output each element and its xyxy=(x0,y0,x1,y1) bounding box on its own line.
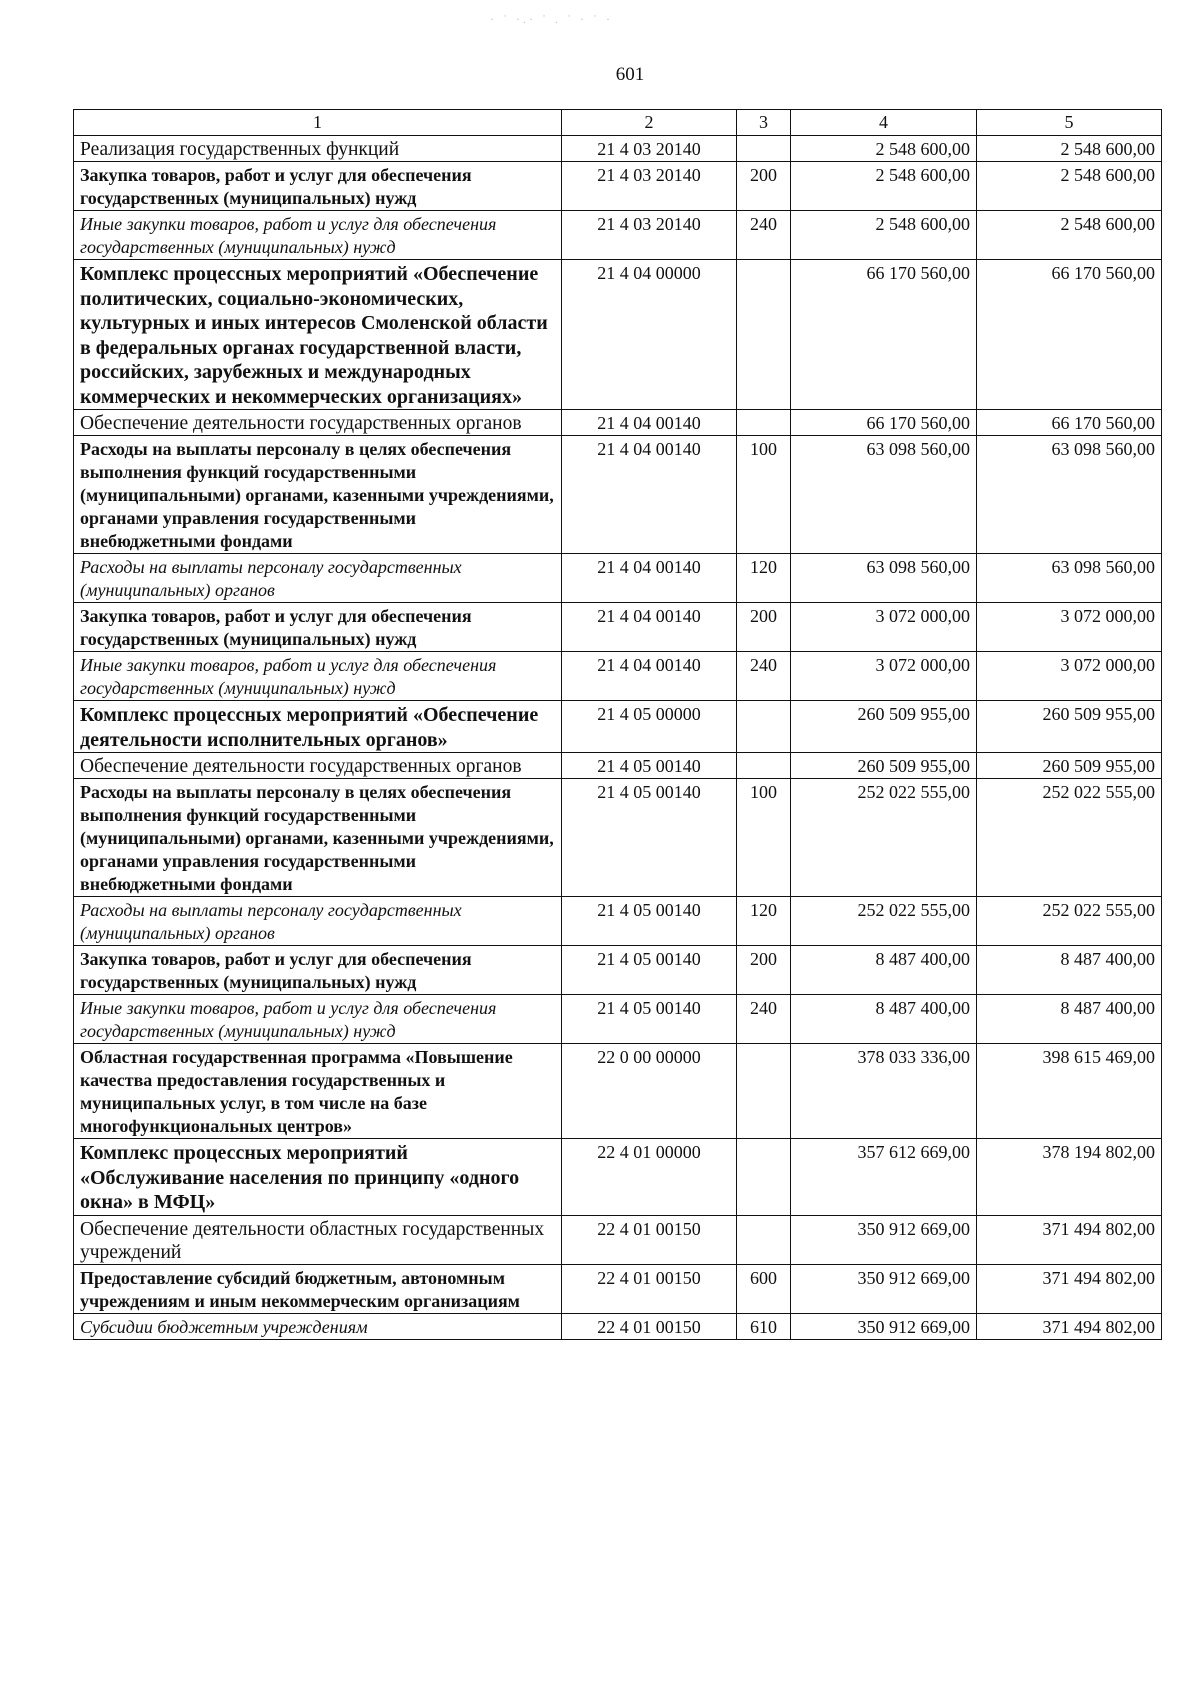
row-amount-1-cell: 252 022 555,00 xyxy=(791,779,977,897)
table-row xyxy=(74,436,1162,554)
row-amount-2-cell: 63 098 560,00 xyxy=(977,554,1162,603)
row-amount-1-cell: 63 098 560,00 xyxy=(791,436,977,554)
row-kind-cell xyxy=(737,260,791,410)
column-header-code: 2 xyxy=(562,110,737,136)
row-amount-1-cell: 350 912 669,00 xyxy=(791,1313,977,1339)
row-code-cell: 21 4 04 00000 xyxy=(562,260,737,410)
row-kind-cell: 240 xyxy=(737,652,791,701)
row-amount-1-cell: 2 548 600,00 xyxy=(791,211,977,260)
row-name-cell: Реализация государственных функций xyxy=(74,136,562,162)
table-row xyxy=(74,162,1162,211)
row-kind-cell: 120 xyxy=(737,897,791,946)
header-row xyxy=(74,110,1162,136)
row-amount-2-cell: 66 170 560,00 xyxy=(977,410,1162,436)
row-name-cell: Закупка товаров, работ и услуг для обеспечения государственных (муниципальных) нужд xyxy=(74,946,562,995)
row-amount-1-cell: 3 072 000,00 xyxy=(791,652,977,701)
row-kind-cell: 200 xyxy=(737,162,791,211)
row-name-cell: Комплекс процессных мероприятий «Обеспечение деятельности исполнительных органов» xyxy=(74,701,562,753)
row-kind-cell xyxy=(737,1215,791,1264)
row-kind-cell xyxy=(737,753,791,779)
row-name-cell: Иные закупки товаров, работ и услуг для обеспечения государственных (муниципальных) нужд xyxy=(74,995,562,1044)
table-row xyxy=(74,554,1162,603)
table-row xyxy=(74,1044,1162,1139)
row-amount-2-cell: 2 548 600,00 xyxy=(977,211,1162,260)
row-kind-cell xyxy=(737,701,791,753)
column-header-name: 1 xyxy=(74,110,562,136)
row-kind-cell xyxy=(737,1044,791,1139)
row-amount-1-cell: 2 548 600,00 xyxy=(791,136,977,162)
row-code-cell: 22 4 01 00150 xyxy=(562,1215,737,1264)
row-amount-1-cell: 260 509 955,00 xyxy=(791,753,977,779)
table-row xyxy=(74,211,1162,260)
table-row xyxy=(74,995,1162,1044)
row-code-cell: 21 4 04 00140 xyxy=(562,436,737,554)
table-row xyxy=(74,1313,1162,1339)
row-code-cell: 22 4 01 00150 xyxy=(562,1313,737,1339)
row-name-cell: Предоставление субсидий бюджетным, автономным учреждениям и иным некоммерческим организациям xyxy=(74,1264,562,1313)
table-row xyxy=(74,1139,1162,1216)
row-amount-2-cell: 8 487 400,00 xyxy=(977,995,1162,1044)
row-code-cell: 21 4 05 00140 xyxy=(562,897,737,946)
row-name-cell: Комплекс процессных мероприятий «Обслуживание населения по принципу «одного окна» в МФЦ» xyxy=(74,1139,562,1216)
row-code-cell: 21 4 04 00140 xyxy=(562,554,737,603)
row-code-cell: 21 4 05 00140 xyxy=(562,995,737,1044)
row-amount-1-cell: 8 487 400,00 xyxy=(791,995,977,1044)
column-header-amount-1: 4 xyxy=(791,110,977,136)
row-amount-2-cell: 252 022 555,00 xyxy=(977,779,1162,897)
row-amount-2-cell: 2 548 600,00 xyxy=(977,136,1162,162)
table-row xyxy=(74,652,1162,701)
row-amount-2-cell: 398 615 469,00 xyxy=(977,1044,1162,1139)
column-header-amount-2: 5 xyxy=(977,110,1162,136)
row-name-cell: Закупка товаров, работ и услуг для обеспечения государственных (муниципальных) нужд xyxy=(74,162,562,211)
row-code-cell: 21 4 04 00140 xyxy=(562,652,737,701)
table-row xyxy=(74,603,1162,652)
table-row xyxy=(74,136,1162,162)
row-amount-2-cell: 371 494 802,00 xyxy=(977,1313,1162,1339)
row-kind-cell xyxy=(737,1139,791,1216)
row-amount-2-cell: 252 022 555,00 xyxy=(977,897,1162,946)
row-name-cell: Расходы на выплаты персоналу государственных (муниципальных) органов xyxy=(74,897,562,946)
row-name-cell: Обеспечение деятельности областных государственных учреждений xyxy=(74,1215,562,1264)
row-amount-1-cell: 378 033 336,00 xyxy=(791,1044,977,1139)
row-code-cell: 21 4 04 00140 xyxy=(562,603,737,652)
row-code-cell: 21 4 03 20140 xyxy=(562,211,737,260)
table-row xyxy=(74,779,1162,897)
row-kind-cell: 100 xyxy=(737,779,791,897)
row-name-cell: Расходы на выплаты персоналу в целях обеспечения выполнения функций государственными (муниципальными) органами, казенными учреждениями, органами управления государственными внебюджетными фондами xyxy=(74,779,562,897)
row-amount-1-cell: 260 509 955,00 xyxy=(791,701,977,753)
row-code-cell: 22 0 00 00000 xyxy=(562,1044,737,1139)
row-amount-2-cell: 66 170 560,00 xyxy=(977,260,1162,410)
row-kind-cell: 240 xyxy=(737,995,791,1044)
row-amount-1-cell: 2 548 600,00 xyxy=(791,162,977,211)
row-amount-1-cell: 350 912 669,00 xyxy=(791,1215,977,1264)
row-name-cell: Обеспечение деятельности государственных органов xyxy=(74,753,562,779)
row-amount-2-cell: 3 072 000,00 xyxy=(977,652,1162,701)
row-amount-2-cell: 260 509 955,00 xyxy=(977,701,1162,753)
row-amount-1-cell: 3 072 000,00 xyxy=(791,603,977,652)
row-amount-2-cell: 2 548 600,00 xyxy=(977,162,1162,211)
table-row xyxy=(74,753,1162,779)
row-amount-1-cell: 63 098 560,00 xyxy=(791,554,977,603)
budget-table xyxy=(73,109,1162,1340)
row-name-cell: Обеспечение деятельности государственных органов xyxy=(74,410,562,436)
row-code-cell: 21 4 04 00140 xyxy=(562,410,737,436)
row-amount-2-cell: 8 487 400,00 xyxy=(977,946,1162,995)
row-name-cell: Субсидии бюджетным учреждениям xyxy=(74,1313,562,1339)
row-amount-1-cell: 357 612 669,00 xyxy=(791,1139,977,1216)
row-kind-cell: 200 xyxy=(737,946,791,995)
row-amount-1-cell: 66 170 560,00 xyxy=(791,410,977,436)
row-name-cell: Закупка товаров, работ и услуг для обеспечения государственных (муниципальных) нужд xyxy=(74,603,562,652)
row-name-cell: Иные закупки товаров, работ и услуг для обеспечения государственных (муниципальных) нужд xyxy=(74,211,562,260)
row-kind-cell: 120 xyxy=(737,554,791,603)
row-name-cell: Иные закупки товаров, работ и услуг для обеспечения государственных (муниципальных) нужд xyxy=(74,652,562,701)
row-amount-1-cell: 252 022 555,00 xyxy=(791,897,977,946)
row-amount-1-cell: 8 487 400,00 xyxy=(791,946,977,995)
row-name-cell: Областная государственная программа «Повышение качества предоставления государственных и муниципальных услуг, в том числе на базе многофункциональных центров» xyxy=(74,1044,562,1139)
row-code-cell: 21 4 05 00140 xyxy=(562,753,737,779)
row-kind-cell: 100 xyxy=(737,436,791,554)
row-amount-1-cell: 66 170 560,00 xyxy=(791,260,977,410)
table-row xyxy=(74,1264,1162,1313)
row-amount-2-cell: 63 098 560,00 xyxy=(977,436,1162,554)
row-amount-2-cell: 260 509 955,00 xyxy=(977,753,1162,779)
row-code-cell: 21 4 05 00140 xyxy=(562,946,737,995)
row-code-cell: 21 4 03 20140 xyxy=(562,162,737,211)
row-kind-cell: 610 xyxy=(737,1313,791,1339)
row-kind-cell: 240 xyxy=(737,211,791,260)
row-amount-2-cell: 3 072 000,00 xyxy=(977,603,1162,652)
row-kind-cell xyxy=(737,136,791,162)
row-amount-2-cell: 378 194 802,00 xyxy=(977,1139,1162,1216)
row-code-cell: 22 4 01 00150 xyxy=(562,1264,737,1313)
row-code-cell: 21 4 05 00140 xyxy=(562,779,737,897)
row-name-cell: Расходы на выплаты персоналу государственных (муниципальных) органов xyxy=(74,554,562,603)
row-code-cell: 22 4 01 00000 xyxy=(562,1139,737,1216)
column-header-kind: 3 xyxy=(737,110,791,136)
table-row xyxy=(74,260,1162,410)
table-row xyxy=(74,410,1162,436)
row-amount-1-cell: 350 912 669,00 xyxy=(791,1264,977,1313)
table-body xyxy=(74,136,1162,1340)
row-amount-2-cell: 371 494 802,00 xyxy=(977,1264,1162,1313)
page-number: 601 xyxy=(615,64,645,85)
row-code-cell: 21 4 05 00000 xyxy=(562,701,737,753)
table-row xyxy=(74,701,1162,753)
row-kind-cell xyxy=(737,410,791,436)
row-kind-cell: 600 xyxy=(737,1264,791,1313)
row-code-cell: 21 4 03 20140 xyxy=(562,136,737,162)
row-name-cell: Расходы на выплаты персоналу в целях обеспечения выполнения функций государственными (муниципальными) органами, казенными учреждениями, органами управления государственными внебюджетными фондами xyxy=(74,436,562,554)
row-kind-cell: 200 xyxy=(737,603,791,652)
row-amount-2-cell: 371 494 802,00 xyxy=(977,1215,1162,1264)
table-row xyxy=(74,897,1162,946)
scan-artifact: · ˙ ·.· ˙ . ˙ · ˙ · xyxy=(490,12,613,26)
table-row xyxy=(74,1215,1162,1264)
row-name-cell: Комплекс процессных мероприятий «Обеспечение политических, социально-экономических, культурных и иных интересов Смоленской области в федеральных органах государственной власти, российских, зарубежных и международных коммерческих и некоммерческих организациях» xyxy=(74,260,562,410)
table-row xyxy=(74,946,1162,995)
